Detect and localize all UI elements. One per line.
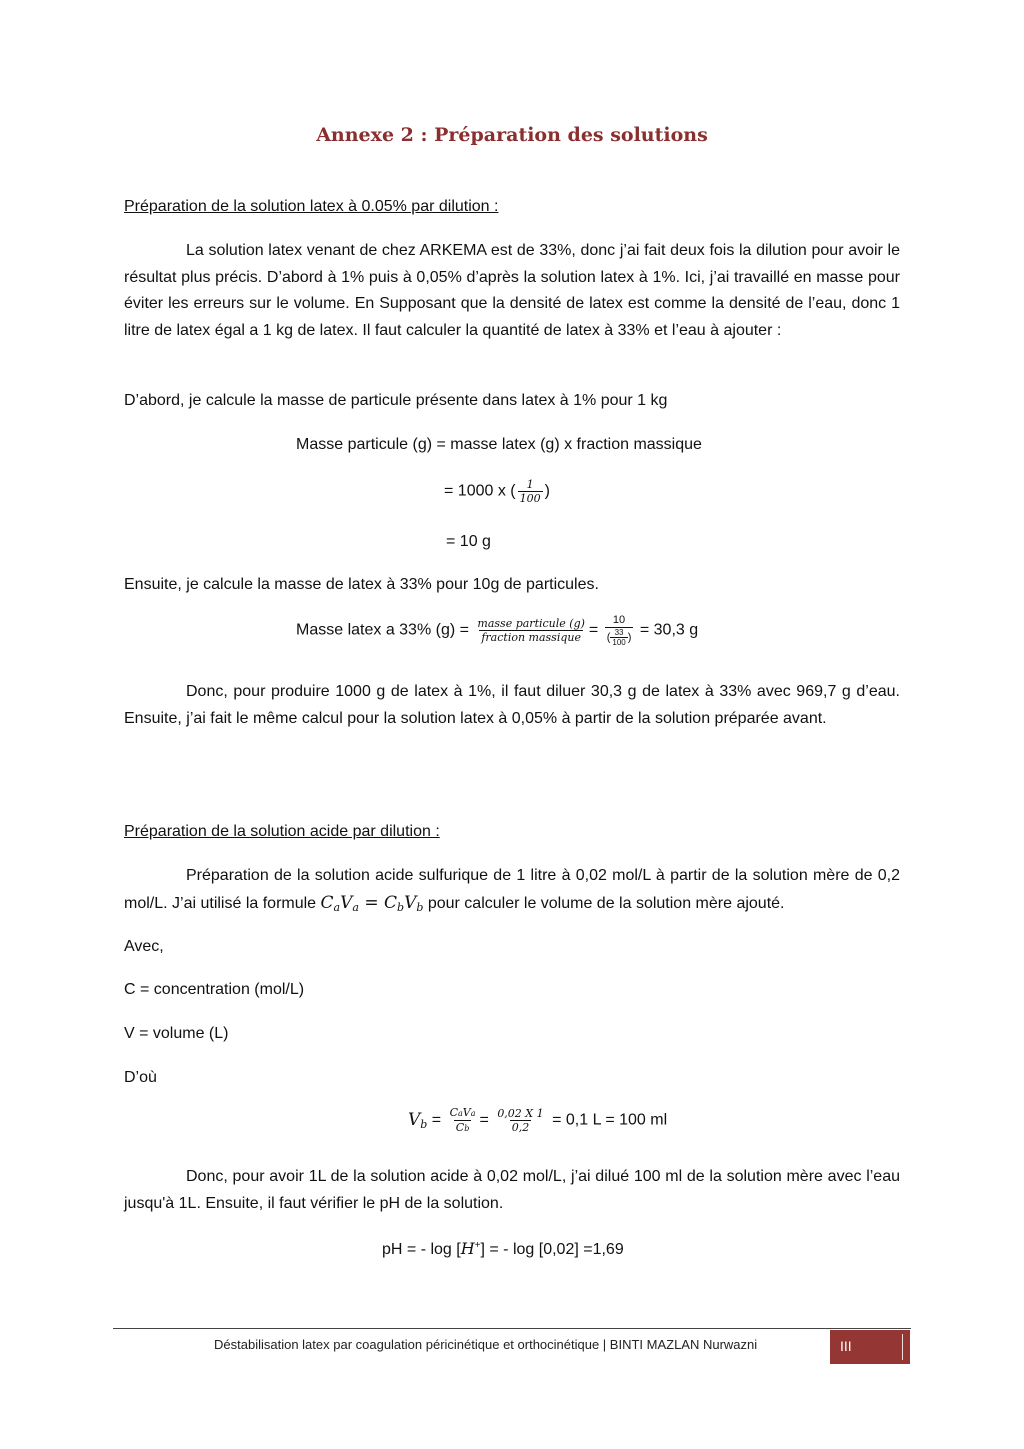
frac-den: fraction massique xyxy=(481,631,581,644)
frac-den: Cb xyxy=(455,1121,470,1134)
eq-result: = 0,1 L = 100 ml xyxy=(552,1111,668,1129)
section-heading-latex: Préparation de la solution latex à 0.05% par dilution : xyxy=(124,198,499,215)
definition-v: V = volume (L) xyxy=(124,1025,229,1042)
equation-masse-particule: Masse particule (g) = masse latex (g) x fraction massique xyxy=(296,436,702,453)
equation-ph xyxy=(382,1239,624,1259)
text-avec: Avec, xyxy=(124,938,164,955)
fraction xyxy=(605,614,634,647)
eq-h: H xyxy=(460,1239,475,1258)
equation-10g: = 10 g xyxy=(446,533,491,550)
frac-num: 10 xyxy=(612,614,626,626)
para-text: pour calculer le volume de la solution mère ajouté. xyxy=(423,894,785,912)
text-dou: D’où xyxy=(124,1069,157,1086)
fraction xyxy=(448,1106,478,1135)
frac-num: 1 xyxy=(526,478,534,491)
footer-divider xyxy=(113,1328,911,1329)
eq-lhs: $V_b$ xyxy=(408,1109,428,1131)
text-line: Ensuite, je calcule la masse de latex à 33% pour 10g de particules. xyxy=(124,576,599,593)
equation-1000x xyxy=(444,478,550,505)
formula-cava-cbvb: $C_aV_a = C_bV_b$ xyxy=(320,892,424,914)
page-number-divider xyxy=(902,1334,903,1360)
fraction xyxy=(475,617,586,644)
paragraph-acide-intro xyxy=(124,863,900,921)
frac-den: 0,2 xyxy=(511,1121,530,1134)
frac-num: masse particule (g) xyxy=(477,617,585,630)
equation-vb xyxy=(408,1106,667,1135)
page-title: Annexe 2 : Préparation des solutions xyxy=(316,124,708,146)
fraction xyxy=(518,478,543,505)
para-text: Préparation de la solution acide sulfurique de 1 litre à 0,02 mol/L à partir de la solution mère de 0,2 mol/L. J’ai utilisé la formule xyxy=(124,867,900,912)
inner-den: 100 xyxy=(612,638,626,647)
paragraph-latex-intro: La solution latex venant de chez ARKEMA est de 33%, donc j’ai fait deux fois la dilution pour avoir le résultat plus précis. D’abord à 1% puis à 0,05% d’après la solution latex à 1%. Ici, j’ai travaillé en masse pour éviter les erreurs sur le volume. En Supposant que la densité de latex est comme la densité de l’eau, donc 1 litre de latex égal a 1 kg de latex. Il faut calculer la quantité de latex à 33% et l’eau à ajouter : xyxy=(124,242,900,339)
frac-num: CaVa xyxy=(449,1106,476,1119)
frac-den xyxy=(605,627,634,647)
paragraph-acide-conclusion: Donc, pour avoir 1L de la solution acide à 0,02 mol/L, j’ai dilué 100 ml de la solution mère avec l’eau jusqu'à 1L. Ensuite, il faut vérifier le pH de la solution. xyxy=(124,1168,900,1212)
section-heading-acide: Préparation de la solution acide par dilution : xyxy=(124,823,440,840)
eq-text: = 1000 x ( xyxy=(444,482,516,500)
inner-num: 33 xyxy=(614,628,624,637)
eq-text: = xyxy=(588,621,599,639)
eq-result: = 30,3 g xyxy=(639,621,699,639)
eq-text: ) xyxy=(544,482,550,500)
eq-text: ] = - log [0,02] =1,69 xyxy=(480,1241,624,1258)
footer-text: Déstabilisation latex par coagulation péricinétique et orthocinétique | BINTI MAZLAN Nurwazni xyxy=(214,1337,758,1352)
definition-c: C = concentration (mol/L) xyxy=(124,981,305,998)
text-line: D’abord, je calcule la masse de particule présente dans latex à 1% pour 1 kg xyxy=(124,392,668,409)
equation-masse-latex xyxy=(296,614,698,647)
page-number: III xyxy=(840,1338,852,1354)
eq-text: = xyxy=(479,1111,489,1129)
page-number-box xyxy=(830,1330,910,1364)
frac-den: 100 xyxy=(519,492,541,505)
eq-text: Masse latex a 33% (g) = xyxy=(296,621,469,639)
fraction xyxy=(495,1107,545,1134)
paren: ) xyxy=(627,631,632,644)
eq-sup: + xyxy=(474,1240,481,1251)
paragraph-latex-conclusion: Donc, pour produire 1000 g de latex à 1%, il faut diluer 30,3 g de latex à 33% avec 969,7 g d’eau. Ensuite, j’ai fait le même calcul pour la solution latex à 0,05% à partir de la solution préparée avant. xyxy=(124,683,900,727)
inner-fraction xyxy=(610,628,627,647)
eq-text: = xyxy=(431,1111,442,1129)
eq-text: pH = - log [ xyxy=(382,1241,461,1258)
frac-num: 0,02 X 1 xyxy=(497,1107,544,1120)
paren: ( xyxy=(606,631,611,644)
